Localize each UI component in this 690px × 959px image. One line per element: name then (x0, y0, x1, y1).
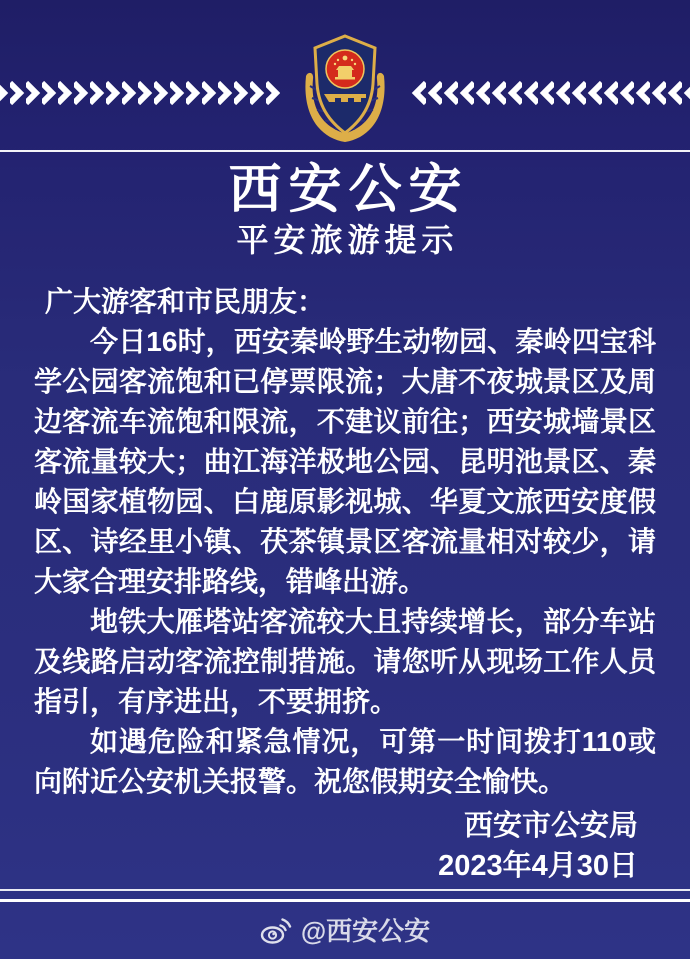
header-band (0, 0, 690, 150)
watermark-row (0, 902, 690, 957)
notice-body (0, 259, 690, 802)
footer-divider-gap (0, 891, 690, 899)
weibo-icon (260, 915, 292, 945)
police-badge-icon (294, 26, 396, 146)
watermark-text: @西安公安 (300, 916, 431, 946)
notice-paragraph: 今日16时，西安秦岭野生动物园、秦岭四宝科学公园客流饱和已停票限流；大唐不夜城景区及周边客流车流饱和限流，不建议前往；西安城墙景区客流量较大；曲江海洋极地公园、昆明池景区、秦岭国家植物园、白鹿原影视城、华夏文旅西安度假区、诗经里小镇、茯茶镇景区客流量相对较少，请大家合理安排路线，错峰出游。 (34, 326, 656, 597)
notice-paragraph: 如遇危险和紧急情况，可第一时间拨打110或向附近公安机关报警。祝您假期安全愉快。 (34, 726, 656, 797)
page-title: 西安公安 (228, 160, 469, 219)
notice-paragraph: 地铁大雁塔站客流较大且持续增长，部分车站及线路启动客流控制措施。请您听从现场工作人员指引，有序进出，不要拥挤。 (34, 606, 656, 717)
chevrons-right-icon (0, 81, 280, 105)
issuer-name: 西安市公安局 (463, 810, 638, 842)
issue-date: 2023年4月30日 (438, 850, 638, 882)
chevrons-left-icon (410, 81, 690, 105)
greeting-line: 广大游客和市民朋友： (45, 286, 326, 317)
signature-block (0, 806, 690, 886)
footer-divider (0, 889, 690, 902)
header-divider (0, 150, 690, 152)
page-subtitle: 平安旅游提示 (236, 222, 459, 258)
